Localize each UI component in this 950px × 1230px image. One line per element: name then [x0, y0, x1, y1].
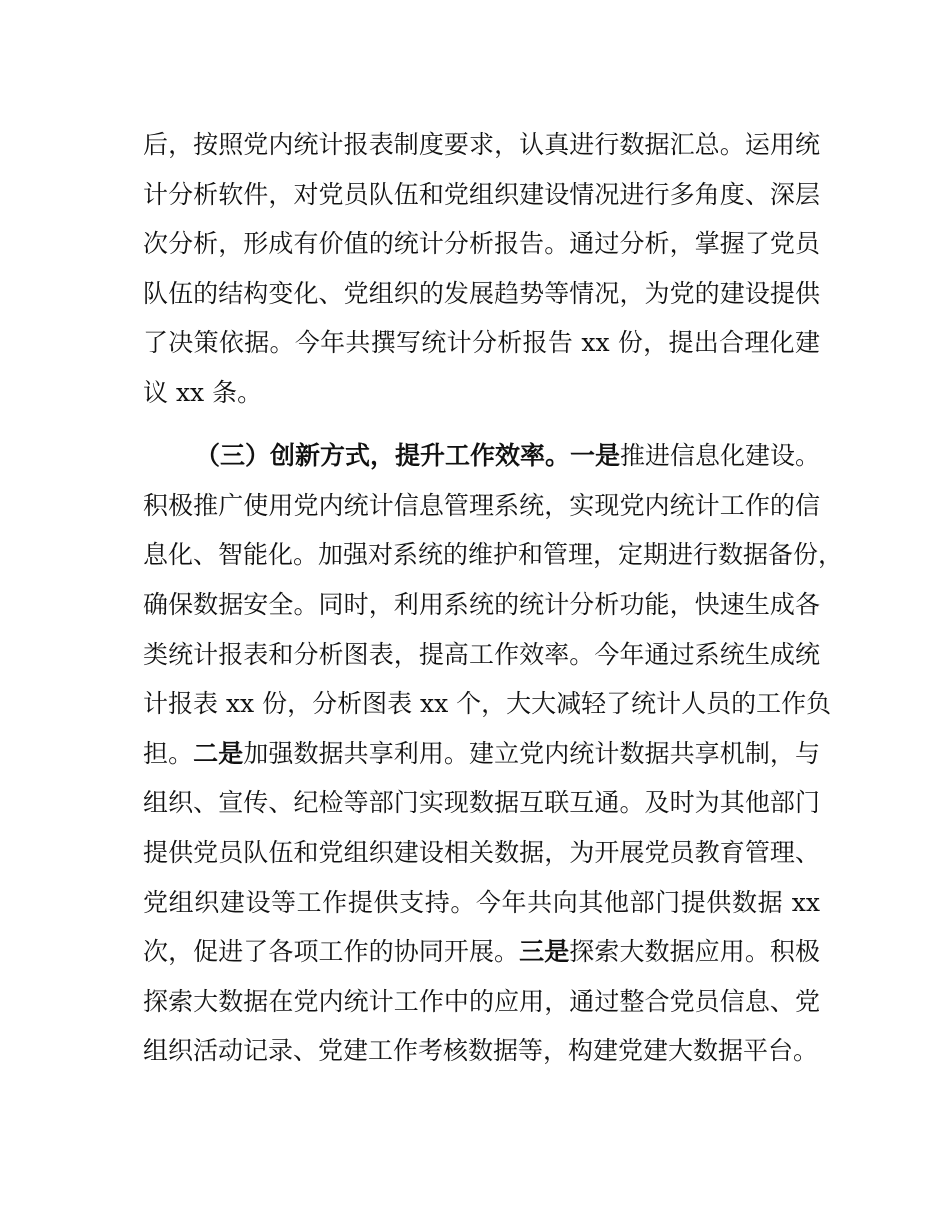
- text-line: [143, 229, 820, 259]
- text-line: [143, 788, 820, 818]
- text-line: [143, 130, 820, 160]
- text-segment: 加强数据共享利用。建立党内统计数据共享机制，与: [243, 738, 820, 768]
- text-segment: 担。: [143, 738, 194, 768]
- text-segment: 计分析软件，对党员队伍和党组织建设情况进行多角度、深层: [143, 179, 820, 209]
- text-line: [143, 328, 820, 358]
- text-line: [143, 378, 820, 408]
- text-line: [143, 180, 820, 210]
- text-segment: 探索大数据应用。积极: [569, 937, 820, 967]
- text-line: [143, 689, 832, 719]
- text-line: [143, 739, 820, 769]
- bold-lead-in: 一是: [570, 441, 621, 471]
- text-line: [143, 838, 820, 868]
- text-segment: 次分析，形成有价值的统计分析报告。通过分析，掌握了党员: [143, 229, 820, 259]
- text-segment: 后，按照党内统计报表制度要求，认真进行数据汇总。运用统: [143, 130, 820, 159]
- text-line: [143, 540, 844, 570]
- text-segment: 探索大数据在党内统计工作中的应用，通过整合党员信息、党: [143, 986, 820, 1016]
- text-line: [143, 640, 820, 670]
- text-segment: 队伍的结构变化、党组织的发展趋势等情况，为党的建设提供: [143, 278, 820, 308]
- text-line: [143, 937, 820, 967]
- bold-lead-in: 三是: [519, 937, 570, 967]
- bold-lead-in: 二是: [193, 738, 244, 768]
- text-segment: 积极推广使用党内统计信息管理系统，实现党内统计工作的信: [143, 490, 820, 520]
- text-segment: 类统计报表和分析图表，提高工作效率。今年通过系统生成统: [143, 639, 820, 669]
- text-line: [143, 491, 820, 521]
- text-segment: 组织活动记录、党建工作考核数据等，构建党建大数据平台。: [143, 1036, 819, 1066]
- text-segment: 计报表 xx 份，分析图表 xx 个，大大减轻了统计人员的工作负: [143, 689, 832, 719]
- text-segment: 确保数据安全。同时，利用系统的统计分析功能，快速生成各: [143, 589, 820, 619]
- text-segment: 党组织建设等工作提供支持。今年共向其他部门提供数据 xx: [143, 887, 820, 917]
- text-line: [143, 888, 820, 918]
- bold-lead-in: （三）创新方式，提升工作效率。: [195, 441, 571, 471]
- text-segment: 组织、宣传、纪检等部门实现数据互联互通。及时为其他部门: [143, 788, 820, 818]
- text-segment: 次，促进了各项工作的协同开展。: [143, 937, 520, 967]
- text-segment: 了决策依据。今年共撰写统计分析报告 xx 份，提出合理化建: [143, 328, 820, 358]
- text-line: [143, 1036, 820, 1066]
- text-line: [143, 590, 820, 620]
- text-line: [195, 441, 820, 471]
- text-segment: 提供党员队伍和党组织建设相关数据，为开展党员教育管理、: [143, 837, 820, 867]
- text-segment: 议 xx 条。: [143, 378, 263, 407]
- text-segment: 推进信息化建设。: [620, 441, 821, 471]
- text-line: [143, 987, 820, 1017]
- text-segment: 息化、智能化。加强对系统的维护和管理，定期进行数据备份，: [143, 540, 844, 570]
- text-line: [143, 279, 820, 309]
